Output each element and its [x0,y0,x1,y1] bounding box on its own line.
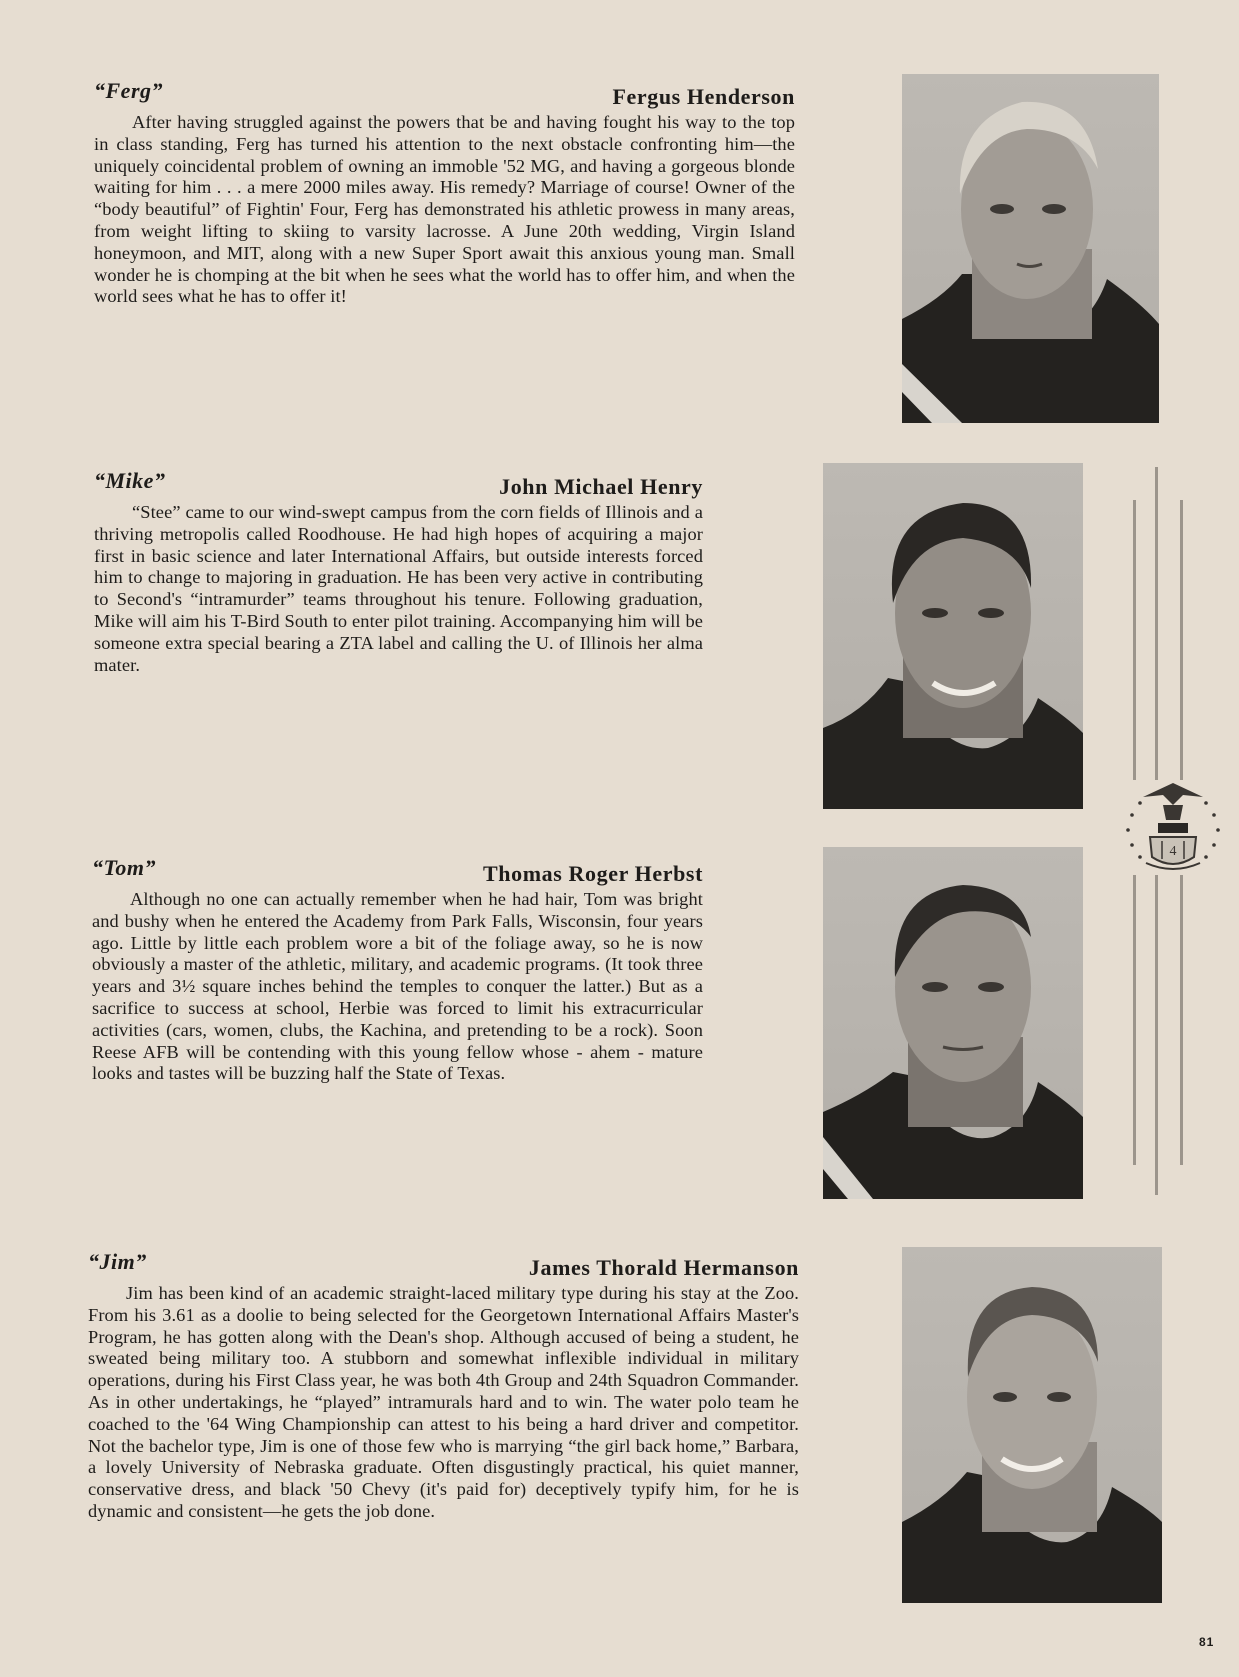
entry-header [94,78,795,112]
entry-jim [88,1249,799,1523]
full-name: James Thorald Hermanson [528,1255,799,1280]
entry-ferg [94,78,795,308]
biography: After having struggled against the powers that be and having fought his way to the top in class standing, Ferg has turned his attention to the next obstacle confronting him—the uniquely coincidental problem of owning an immoble '52 MG, and having a gorgeous blonde waiting for him . . . a mere 2000 miles away. His remedy? Marriage of course! Owner of the “body beautiful” of Fightin' Four, Ferg has demonstrated his athletic prowess in many areas, from weight lifting to skiing to varsity lacrosse. A June 20th wedding, Virgin Island honeymoon, and MIT, along with a new Super Sport await this anxious young man. Small wonder he is chomping at the bit when he sees what the world has to offer him, and when the world sees what he has to offer it! [94,112,795,307]
portrait-photo-thomas-roger-herbst [823,847,1083,1199]
nickname: “Ferg” [94,78,163,103]
portrait-photo-john-michael-henry [823,463,1083,809]
nickname: “Tom” [92,855,157,880]
entry-header [92,855,703,889]
entry-mike [94,468,703,676]
portrait-photo-fergus-henderson [902,74,1159,423]
squadron-crest-icon [1108,775,1238,880]
full-name: John Michael Henry [499,474,703,499]
decorative-rule [1155,467,1158,780]
entry-header [94,468,703,502]
entry-header [88,1249,799,1283]
decorative-rule [1133,500,1136,780]
nickname: “Jim” [88,1249,147,1274]
portrait-photo-james-thorald-hermanson [902,1247,1162,1603]
crest-number: 4 [1169,844,1177,859]
nickname: “Mike” [94,468,166,493]
decorative-rule [1180,500,1183,780]
decorative-rule [1180,875,1183,1165]
biography: “Stee” came to our wind-swept campus from the corn fields of Illinois and a thriving metropolis called Roodhouse. He had high hopes of acquiring a major first in basic science and later International Affairs, but outside interests forced him to change to majoring in graduation. He has been very active in contributing to Second's “intramurder” teams throughout his tenure. Following graduation, Mike will aim his T-Bird South to enter pilot training. Accompanying him will be someone extra special bearing a ZTA label and calling the U. of Illinois her alma mater. [94,502,703,675]
biography: Jim has been kind of an academic straight-laced military type during his stay at the Zoo. From his 3.61 as a doolie to being selected for the Georgetown International Affairs Master's Program, he has gotten along with the Dean's shop. Although accused of being a student, he sweated being military too. A stubborn and somewhat inflexible individual in military operations, during his First Class year, he was both 4th Group and 24th Squadron Commander. As in other undertakings, he “played” intramurals hard and to win. The water polo team he coached to the '64 Wing Championship can attest to his being a hard driver and competitor. Not the bachelor type, Jim is one of those few who is marrying “the girl back home,” Barbara, a lovely University of Nebraska graduate. Often disgustingly practical, his quiet manner, conservative dress, and black '50 Chevy (it's paid for) deceptively typify him, for he is dynamic and consistent—he gets the job done. [88,1283,799,1521]
biography: Although no one can actually remember when he had hair, Tom was bright and bushy when he entered the Academy from Park Falls, Wisconsin, four years ago. Little by little each problem wore a bit of the foliage away, so he is now obviously a master of the athletic, military, and academic programs. (It took three years and 3½ square inches behind the temples to conquer the latter.) But as a sacrifice to success at school, Herbie was forced to limit his extracurricular activities (cars, women, clubs, the Kachina, and pretending to be a rock). Soon Reese AFB will be contending with this young fellow whose - ahem - mature looks and tastes will be buzzing half the State of Texas. [92,889,703,1084]
decorative-rule [1133,875,1136,1165]
page-number: 81 [1199,1635,1215,1649]
full-name: Thomas Roger Herbst [483,861,703,886]
entry-tom [92,855,703,1085]
decorative-rule [1155,875,1158,1195]
full-name: Fergus Henderson [612,84,795,109]
